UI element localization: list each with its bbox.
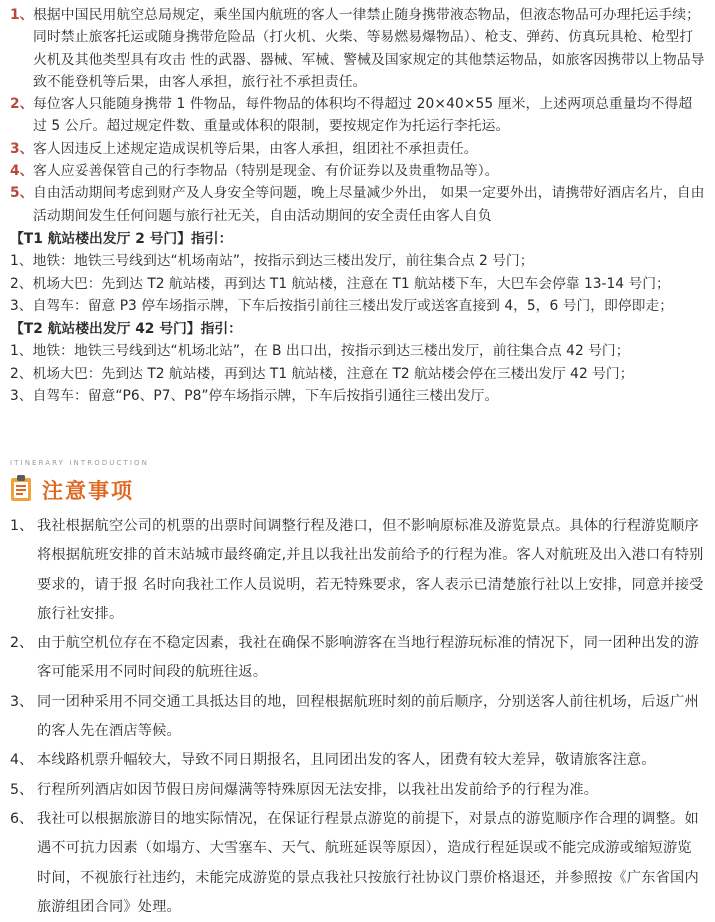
rule-number: 4、 xyxy=(10,163,34,180)
note-item xyxy=(10,776,705,805)
notes-list xyxy=(10,512,705,922)
rule-text: 每位客人只能随身携带 1 件物品，每件物品的体积均不得超过 20×40×55 厘米，上述两项总重量均不得超过 5 公斤。超过规定件数、重量或体积的限制，要按规定作为托运行李托运。 xyxy=(33,96,693,135)
note-text: 本线路机票升幅较大，导致不同日期报名，且同团出发的客人，团费有较大差异，敬请旅客注意。 xyxy=(37,752,656,769)
rule-text: 客人因违反上述规定造成误机等后果，由客人承担，组团社不承担责任。 xyxy=(33,140,478,157)
note-number: 3、 xyxy=(10,693,34,710)
note-text: 由于航空机位存在不稳定因素，我社在确保不影响游客在当地行程游玩标准的情况下，同一团种出发的游客可能采用不同时间段的航班往返。 xyxy=(37,635,699,681)
note-item xyxy=(10,629,705,688)
note-text: 行程所列酒店如因节假日房间爆满等特殊原因无法安排，以我社出发前给予的行程为准。 xyxy=(37,781,599,798)
section-title: 注意事项 xyxy=(42,479,134,503)
note-number: 1、 xyxy=(10,518,34,534)
t2-guide-line: 3、自驾车：留意“P6、P7、P8”停车场指示牌，下车后按指引通往三楼出发厅。 xyxy=(10,388,499,405)
t1-guide-heading: 【T1 航站楼出发厅 2 号门】指引： xyxy=(10,230,233,247)
t2-guide-line: 2、机场大巴：先到达 T2 航站楼，再到达 T1 航站楼，注意在 T2 航站楼会停在三楼出发厅 42 号门； xyxy=(10,365,634,382)
clipboard-icon xyxy=(10,474,42,506)
note-number: 2、 xyxy=(10,635,34,652)
rule-item xyxy=(10,4,705,93)
rule-number: 3、 xyxy=(10,140,34,157)
t1-guide-line: 1、地铁：地铁三号线到达“机场南站”，按指示到达三楼出发厅，前往集合点 2 号门； xyxy=(10,253,534,270)
rule-item xyxy=(10,93,705,138)
note-item xyxy=(10,512,705,629)
rule-item xyxy=(10,160,705,182)
rule-item xyxy=(10,182,705,227)
note-text: 我社根据航空公司的机票的出票时间调整行程及港口，但不影响原标准及游览景点。具体的行程游览顺序将根据航班安排的首末站城市最终确定,并且以我社出发前给予的行程为准。客人对航班及出入港口有特别要求的，请于报 名时向我社工作人员说明，若无特殊要求，客人表示已清楚旅行社以上安排，同意并接受旅行社安排。 xyxy=(37,518,704,622)
note-number: 6、 xyxy=(10,810,34,827)
note-item xyxy=(10,805,705,922)
rule-text: 客人应妥善保管自己的行李物品（特别是现金、有价证券以及贵重物品等）。 xyxy=(33,163,499,180)
t2-guide-heading: 【T2 航站楼出发厅 42 号门】指引： xyxy=(10,321,242,338)
section-subtitle: ITINERARY INTRODUCTION xyxy=(10,459,149,467)
note-text: 我社可以根据旅游目的地实际情况，在保证行程景点游览的前提下，对景点的游览顺序作合理的调整。如遇不可抗力因素（如塌方、大雪塞车、天气、航班延误等原因），造成行程延误或不能完成游或缩短游览时间，不视旅行社违约，未能完成游览的景点我社只按旅行社协议门票价格退还，并参照按《广东省国内旅游组团合同》处理。 xyxy=(37,810,699,915)
rule-number: 5、 xyxy=(10,185,34,202)
note-item xyxy=(10,746,705,775)
t1-guide-line: 2、机场大巴：先到达 T2 航站楼，再到达 T1 航站楼，注意在 T1 航站楼下车，大巴车会停靠 13-14 号门； xyxy=(10,275,670,292)
section-header xyxy=(10,458,705,508)
rule-number: 1、 xyxy=(10,7,34,23)
rule-text: 根据中国民用航空总局规定，乘坐国内航班的客人一律禁止随身携带液态物品，但液态物品可办理托运手续；同时禁止旅客托运或随身携带危险品（打火机、火柴、等易燃易爆物品）、枪支、弹药、仿真玩具枪、枪型打火机及其他类型具有攻击 性的武器、器械、军械、警械及国家规定的其他禁运物品，如旅客因携带以上物品导致不能登机等后果，由客人承担，旅行社不承担责任。 xyxy=(33,7,705,90)
note-item xyxy=(10,688,705,747)
rule-number: 2、 xyxy=(10,96,34,113)
rule-item xyxy=(10,138,705,160)
t1-guide-line: 3、自驾车：留意 P3 停车场指示牌，下车后按指引前往三楼出发厅或送客直接到 4，5，6 号门，即停即走； xyxy=(10,297,674,314)
note-number: 5、 xyxy=(10,781,34,798)
travel-rules-list xyxy=(10,4,705,407)
note-number: 4、 xyxy=(10,752,34,769)
t2-guide-line: 1、地铁：地铁三号线到达“机场北站”，在 B 出口出，按指示到达三楼出发厅，前往集合点 42 号门； xyxy=(10,343,630,360)
note-text: 同一团种采用不同交通工具抵达目的地，回程根据航班时刻的前后顺序，分别送客人前往机场，后返广州的客人先在酒店等候。 xyxy=(37,693,699,740)
rule-text: 自由活动期间考虑到财产及人身安全等问题，晚上尽量减少外出， 如果一定要外出，请携带好酒店名片，自由活动期间发生任何问题与旅行社无关，自由活动期间的安全责任由客人自负 xyxy=(33,185,705,224)
